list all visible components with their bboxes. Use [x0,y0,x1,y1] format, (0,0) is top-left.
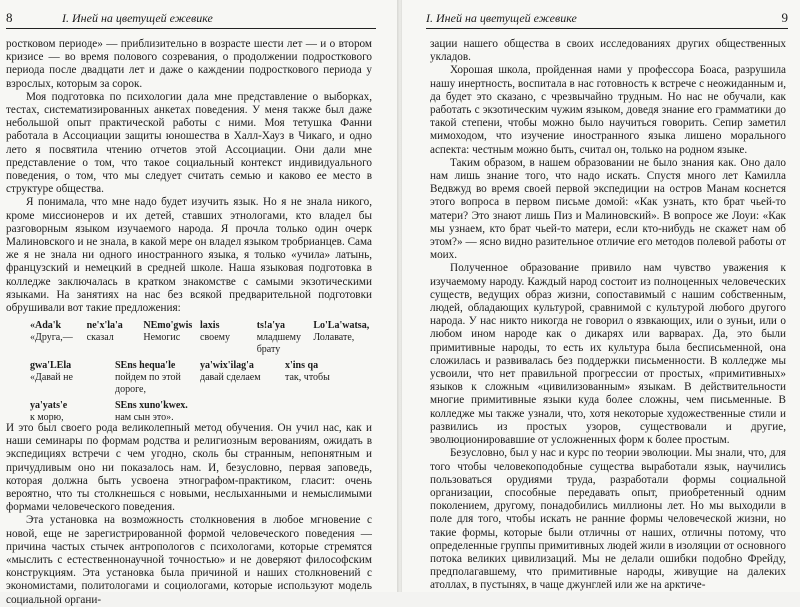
left-page [0,0,398,606]
chapter-title: I. Иней на цветущей ежевике [426,11,577,25]
paragraph: Моя подготовка по психологии дала мне представление о выборках, тестах, систематизированных анкетах поведения. У меня также был даже небольшой опыт практической работы с ними. Моя тетушка Фанни работала в Ассоциации защиты юношества в Халл-Хауз в Чикаго, и одно лето я посвятила чтению отчетов этой Ассоциации. Они дали мне представление о том, что такое социальный контекст индивидуального поведения, о том, что мы следует считать семью и каково ее место в структуре общества. [6,90,372,196]
gloss-cell: x'ins qa так, чтобы [285,360,330,383]
paragraph: Таким образом, в нашем образовании не было знания как. Оно дало нам лишь знание того, что надо искать. Спустя много лет Камилла Ведвжуд во время своей первой экспедиции на остров Манам коснется этого вопроса в первом письме домой: «Как узнать, кто брат чьей-то матери? Это знают лишь Пиз и Малиновский». В вопросе же Лоуи: «Как мы узнаем, кто брат чьей-то матери, если кто-нибудь не скажет нам об этом?» — ясно видно разительное отличие его методов полевой работы от моих. [430,156,786,262]
gloss-cell: SEns xuno'kwex. нам сын это». [115,400,188,423]
gloss-cell: ne'x'la'a сказал [86,320,123,343]
chapter-title: I. Иней на цветущей ежевике [62,11,213,25]
paragraph: ростковом периоде» — приблизительно в возрасте шести лет — и о втором кризисе — во время полового созревания, о продолжении подросткового периода после двадцати лет и даже о каждении подросткового периода у взрослых, которым за сорок. [6,38,372,90]
running-head [6,10,376,29]
paragraph: Полученное образование привило нам чувство уважения к изучаемому народу. Каждый народ состоит из полноценных человеческих существ, ведущих образ жизни, сопоставимый с нашим собственным, людей, обладающих культурой, сравнимой с культурой любого другого народа. У нас никто никогда не говорил о язвкающих, или о зуньи, или о любом ином народе как о дикарях или варварах. Да, это были примитивные народы, то есть их культура была бесписьменной, она сложилась и развивалась без поддержки письменности. В колледже мы усвоили, что нет правильной прогрессии от простых, «примитивных» языков к сложным «цивилизованным» языкам. В действительности многие примитивные языки куда более сложны, чем письменные. В колледже мы также узнали, что, хотя некоторые художественные стили и развились из простых узоров, существовали и другие, эволюционировавшие от усложненных форм к более простым. [430,262,786,447]
right-text [430,38,786,593]
paragraph: Хорошая школа, пройденная нами у профессора Боаса, разрушила нашу инертность, воспитала в нас готовность к встрече с неожиданным и, да будет это сказано, с чрезвычайно трудным. Но нас не обучали, как работать с экзотическим чужим языком, доведя знание его грамматики до такой степени, чтобы можно было научиться говорить. Сепир заметил мимоходом, что изучение иностранного языка лишено морального аспекта: честным можно быть, считал он, только на родном языке. [430,64,786,156]
gloss-row [30,360,370,396]
gloss-cell: NEmo'gwis Немогис [143,320,193,343]
paragraph: Я понимала, что мне надо будет изучить язык. Но я не знала никого, кроме миссионеров и их детей, ставших этнологами, кто владел бы разговорным языком изучаемого народа. Я прочла только один очерк Малиновского и не знала, в какой мере он владел языком тробрианцев. Сама же я не знала ни одного иностранного языка, я только «учила» латынь, французский и немецкий в средней школе. Наша языковая подготовка в колледже заключалась в кратком знакомстве с самыми экзотическими языками. На занятиях на нас без всякой предварительной подготовки обрушивали вот такие предложения: [6,196,372,315]
left-text-bottom [6,422,372,607]
left-text-top [6,38,372,315]
paragraph: Безусловно, был у нас и курс по теории эволюции. Мы знали, что, для того чтобы человекоподобные существа выработали язык, научились пользоваться орудиями труда, разработали формы социальной организации, способные передавать опыт, приобретенный одним поколением, другому, понадобились миллионы лет. Но мы выходили в поле для того, чтобы искать не ранние формы человеческой жизни, но такие формы, которые были отличны от наших, отличны потому, что определенные группы примитивных людей жили в изоляции от основного потока великих цивилизаций. Мы не делали ошибки подобно Фрейду, предполагавшему, что примитивные народы, живущие на далеких атоллах, в пустынях, в чаще джунглей или же на арктиче- [430,447,786,592]
interlinear-gloss [30,320,370,428]
running-head [426,10,788,29]
gloss-cell: ya'wix'ilag'a давай сделаем [200,360,261,383]
gloss-cell: SEns hequa'le пойдем по этой дороге, [115,360,181,395]
paragraph: зации нашего общества в своих исследованиях других общественных укладов. [430,38,786,64]
gloss-cell: ts!a'ya младшему брату [256,320,301,355]
gloss-cell: Lo'La'watsa, Лолавате, [313,320,370,343]
page-number: 9 [781,10,788,25]
gloss-cell: laxis своему [200,320,230,343]
gloss-cell: ya'yats'e к морю, [30,400,68,423]
gloss-row [30,400,370,424]
page-number: 8 [6,10,13,25]
paragraph: И это был своего рода великолепный метод обучения. Он учил нас, как и наши семинары по формам родства и религиозным верованиям, ожидать в экспедициях встречи с чем угодно, сколь бы странным, непонятным и причудливым оно ни показалось нам. И, безусловно, первая заповедь, которая должна быть усвоена этнографом-практиком, гласит: очень вероятно, что ты столкнешься с новыми, неслыханными и немыслимыми формами человеческого поведения. [6,422,372,514]
paragraph: Эта установка на возможность столкновения в любое мгновение с новой, еще не зарегистрированной формой человеческого поведения — причина частых стычек антропологов с психологами, которые стремятся «мыслить с естественнонаучной точностью» и не доверяют философским конструкциям. Эта установка была причиной и наших столкновений с экономистами, политологами и социологами, которые используют модель социальной органи- [6,514,372,606]
gloss-cell: «Ada'k «Друга,— [30,320,73,343]
gloss-row [30,320,370,356]
right-page [402,0,800,592]
gloss-cell: gwa'LEla «Давай не [30,360,73,383]
